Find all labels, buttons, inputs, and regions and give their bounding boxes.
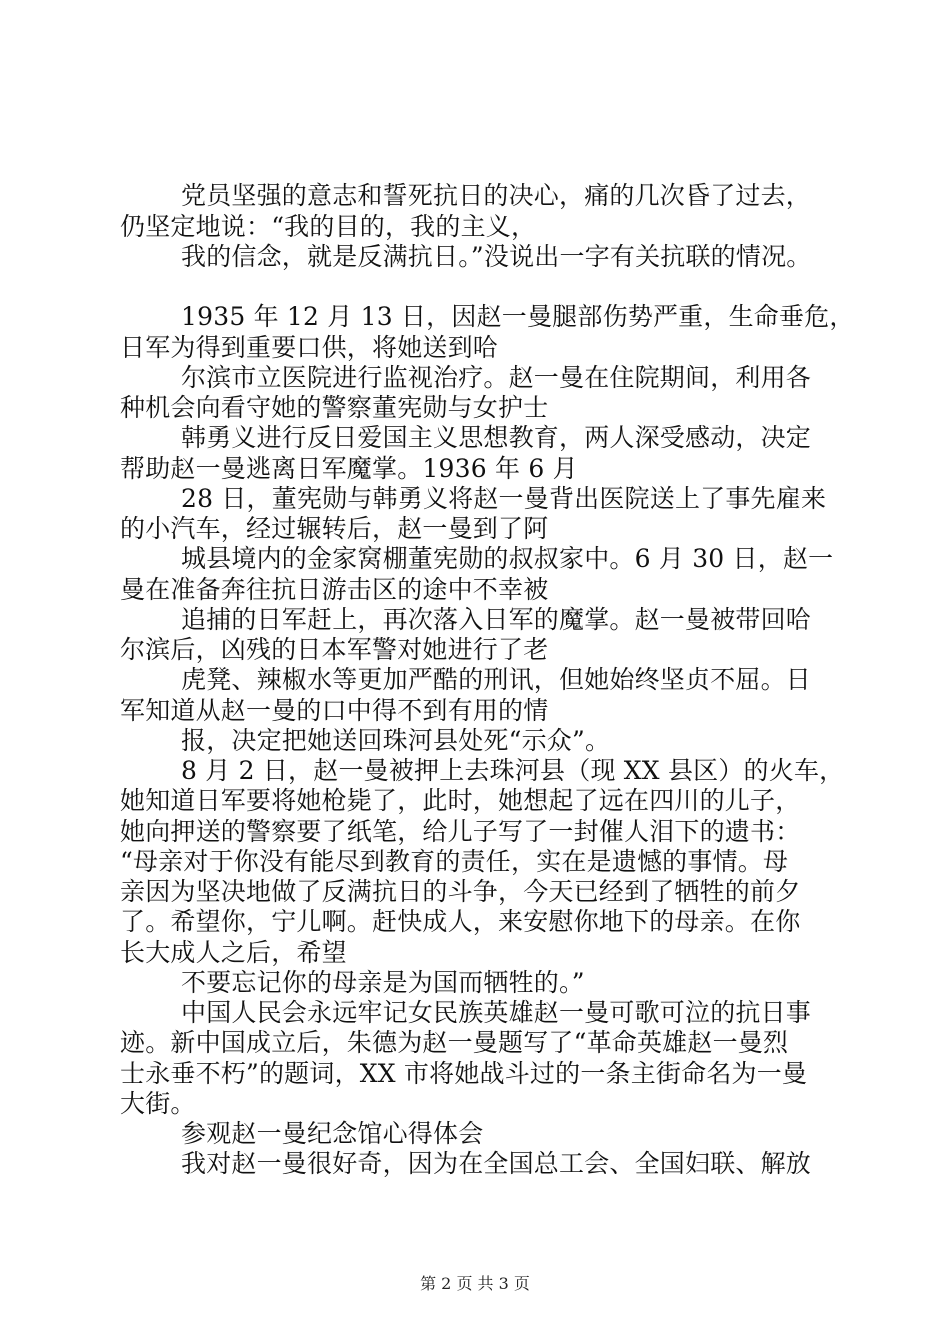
text-line: 她向押送的警察要了纸笔，给儿子写了一封催人泪下的遗书： bbox=[120, 817, 801, 846]
text-line: 曼在准备奔往抗日游击区的途中不幸被 bbox=[120, 575, 549, 604]
page-number-footer: 第 2 页 共 3 页 bbox=[420, 1274, 530, 1293]
text-line: 报，决定把她送回珠河县处死“示众”。 bbox=[181, 726, 611, 755]
text-line: 8 月 2 日，赵一曼被押上去珠河县（现 XX 县区）的火车， bbox=[181, 756, 845, 785]
text-line: 士永垂不朽”的题词，XX 市将她战斗过的一条主街命名为一曼 bbox=[120, 1059, 808, 1088]
text-line: 亲因为坚决地做了反满抗日的斗争，今天已经到了牺牲的前夕 bbox=[120, 877, 801, 906]
text-line: 我的信念，就是反满抗日。”没说出一字有关抗联的情况。 bbox=[181, 242, 812, 271]
text-line: 虎凳、辣椒水等更加严酷的刑讯，但她始终坚贞不屈。日 bbox=[181, 665, 812, 694]
text-line: 军知道从赵一曼的口中得不到有用的情 bbox=[120, 696, 549, 725]
text-line: 帮助赵一曼逃离日军魔掌。1936 年 6 月 bbox=[120, 454, 578, 483]
text-line: 我对赵一曼很好奇，因为在全国总工会、全国妇联、解放 bbox=[181, 1149, 812, 1178]
text-line: 的小汽车，经过辗转后，赵一曼到了阿 bbox=[120, 514, 549, 543]
text-line: 种机会向看守她的警察董宪勋与女护士 bbox=[120, 393, 549, 422]
text-line: 城县境内的金家窝棚董宪勋的叔叔家中。6 月 30 日，赵一 bbox=[181, 544, 834, 573]
text-line: 追捕的日军赶上，再次落入日军的魔掌。赵一曼被带回哈 bbox=[181, 605, 812, 634]
text-line: 长大成人之后，希望 bbox=[120, 938, 347, 967]
text-line: 尔滨市立医院进行监视治疗。赵一曼在住院期间，利用各 bbox=[181, 363, 812, 392]
text-line: 迹。新中国成立后，朱德为赵一曼题写了“革命英雄赵一曼烈 bbox=[120, 1028, 789, 1057]
text-line: 党员坚强的意志和誓死抗日的决心，痛的几次昏了过去， bbox=[181, 181, 812, 210]
text-line: 大街。 bbox=[120, 1089, 196, 1118]
text-line: 了。希望你，宁儿啊。赶快成人，来安慰你地下的母亲。在你 bbox=[120, 907, 801, 936]
section-heading: 参观赵一曼纪念馆心得体会 bbox=[181, 1119, 484, 1148]
text-line: 28 日，董宪勋与韩勇义将赵一曼背出医院送上了事先雇来 bbox=[181, 484, 827, 513]
text-line: 中国人民会永远牢记女民族英雄赵一曼可歌可泣的抗日事 bbox=[181, 998, 812, 1027]
text-line: “母亲对于你没有能尽到教育的责任，实在是遗憾的事情。母 bbox=[120, 847, 789, 876]
text-line: 1935 年 12 月 13 日，因赵一曼腿部伤势严重，生命垂危， bbox=[181, 302, 855, 331]
text-line: 尔滨后，凶残的日本军警对她进行了老 bbox=[120, 635, 549, 664]
text-line: 韩勇义进行反日爱国主义思想教育，两人深受感动，决定 bbox=[181, 423, 812, 452]
text-line: 她知道日军要将她枪毙了，此时，她想起了远在四川的儿子， bbox=[120, 786, 801, 815]
text-line: 日军为得到重要口供，将她送到哈 bbox=[120, 333, 499, 362]
text-line: 不要忘记你的母亲是为国而牺牲的。” bbox=[181, 968, 585, 997]
text-line: 仍坚定地说：“我的目的，我的主义， bbox=[120, 212, 537, 241]
